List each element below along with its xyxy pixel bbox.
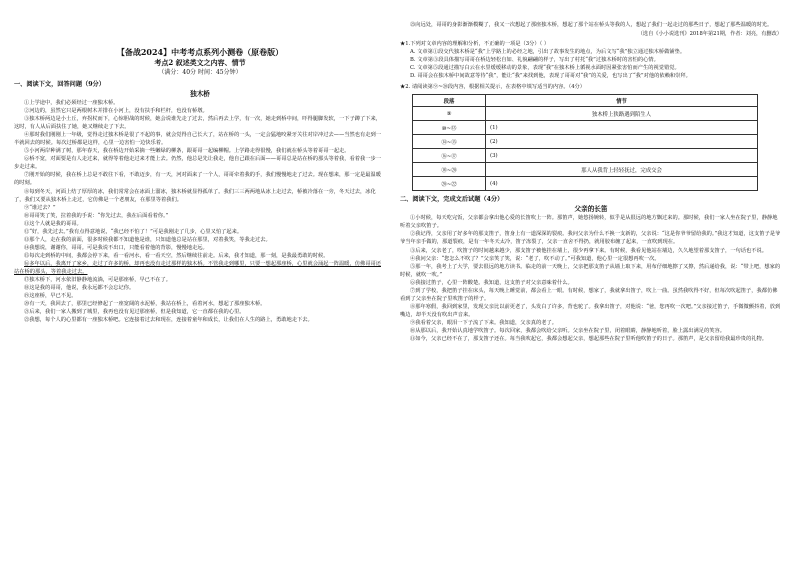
table-cell-paragraph: ⑳~㉒ [413, 177, 486, 191]
answer-blank-4[interactable]: (4) [486, 177, 758, 191]
passage1-dialogue: ⑪这个人就是我的哥哥。 [24, 220, 82, 227]
table-cell-paragraph: ⑨ [413, 107, 486, 121]
passage1-paragraph: ⑰独木桥下，河水依旧静静地流淌，可是那座桥，早已不在了。 [24, 277, 171, 284]
table-row [413, 107, 758, 121]
table-row [413, 177, 758, 191]
exam-subtitle: 考点2 叙述类文之内容、情节 [154, 58, 246, 67]
right-column [400, 0, 782, 561]
exam-title: 【备战2024】中考考点系列小测卷（原卷版） [116, 47, 284, 57]
table-cell-paragraph: ⑱~⑳ [413, 163, 486, 177]
passage2-paragraph: ⑦到了学校，我把笛子挂在床头，每天晚上睡觉前，都会看上一眼。有时候，想家了，我就拿出笛子，吹上一曲。虽然我吹得不好，但每次吹起笛子，我都仿佛看到了父亲坐在院子里吹笛子的样子。 [400, 287, 778, 302]
passage1-paragraph: ⑤小河两岸种满了树，那年春天，我在桥边开始采摘一些嫩绿的柳条，跟哥哥一起编柳帽。上学路走得很慢，我们就在桥头等着哥哥一起走。 [24, 148, 350, 155]
passage1-dialogue: ⑩哥哥笑了笑，拉着我的手说：“你先过去，我在后面看着你。” [24, 212, 169, 219]
section2-heading: 二、阅读下文，完成文后试题（4分） [400, 196, 504, 204]
section1-heading: 一、阅读下文，回答问题（9分） [14, 81, 105, 88]
table-cell-plot: 独木桥上狭路遇到陌生人 [486, 107, 758, 121]
passage2-paragraph: ⑧那年寒假，我回到家里，发现父亲比以前更老了，头发白了许多，背也驼了。我拿出笛子，对他说：“爸，您再吹一次吧。”父亲接过笛子，手微微颤抖着，放到嘴边，却半天没有吹出声音来。 [400, 303, 781, 318]
passage1-paragraph: ⑥桥不宽，对面要是有人走过来，就得等着他走过来才能上去。仍然，他总是先让我走，他自己跟在后面——哥哥总是站在桥的那头等着我，看着我一步一步走过来。 [14, 156, 381, 171]
passage1-dialogue: ⑭我想说，谢谢你，哥哥。可是我说不出口，只能看着他的背影，慢慢地走远。 [24, 244, 208, 251]
question-1: ★1.下列对文章内容的理解和分析，不正确的一项是（3分）（ ） [400, 41, 550, 48]
passage2-paragraph: ⑤那一年，我考上了大学，要去很远的地方读书。临走的前一天晚上，父亲把那支笛子从墙上取下来，用布仔细地擦了又擦，然后递给我，说：“带上吧，想家的时候，就吹一吹。” [400, 263, 781, 278]
answer-blank-1[interactable]: (1) [486, 121, 758, 135]
passage1-paragraph: ③独木桥两边是小土丘，弃拐杖而下，心惊胆战的时候，她会说谁先走了过去，然后再去上学，有一次，她走到桥中间，吓得腿脚发软，一下子蹲了下来，这时，有人从后面扶住了她，她又继续走了下去。 [14, 116, 381, 131]
passage2-paragraph: ①小时候，每天吃完饭，父亲都会拿出他心爱的长笛吹上一阵。那笛声，她悠扬婉转，似乎是从很远的地方飘过来的。那时候，我们一家人坐在院子里，静静地听着父亲吹笛子。 [400, 215, 778, 230]
passage1-dialogue: ⑬那个人，走在我的前面，很多时候我都不知道他是谁，只知道他总是站在那里，对着我笑，等我走过去。 [24, 236, 271, 243]
passage1-paragraph: ㉒我想，每个人的心里都有一座独木桥吧。它连接着过去和现在，连接着童年和成长，让我们在人生的路上，勇敢地走下去。 [24, 317, 313, 324]
table-cell-paragraph: ⑯~⑰ [413, 149, 486, 163]
table-row [413, 163, 758, 177]
question-2: ★2. 请阅读第⑨~⑳段内容，根据相关提示，在表格中填写适当的内容。（4分） [400, 84, 586, 91]
passage1-source: （选自《小小说选刊》2018年第21期，作者：刘亮，有删改） [637, 31, 782, 38]
question-1-option-a: A. 文章第①段交代独木桥是“我”上学路上的必经之地，引出了故事发生的地点，为后文写“我”独立通过独木桥做铺垫。 [410, 49, 686, 56]
passage2-title: 父亲的长笛 [574, 205, 608, 214]
passage2-paragraph: ⑩从那以后，我开始认真地学吹笛子。每次回家，我都会吹给父亲听。父亲坐在院子里，闭着眼睛，静静地听着，脸上露出满足的笑容。 [410, 327, 725, 334]
table-row [413, 135, 758, 149]
passage1-dialogue: ⑫“好，我先过去。”我有点得意地说，“我已经不怕了！”可是我刚走了几步，心里又怕了起来。 [24, 228, 243, 235]
question-1-option-d: D. 哥哥会在独木桥中间故意等待“我”，能让“我”来找到他，表现了哥哥对“我”的关爱，也写出了“我”对他的依赖和崇拜。 [410, 73, 691, 80]
question-1-option-c: C. 文章第⑤段通过描写白云在水里缓缓移动的景象，表现“我”在独木桥上循视水面时因紧张害怕而产生的视觉错觉。 [410, 65, 680, 72]
exam-meta: （满分：40分 时间：45分钟） [158, 69, 242, 76]
passage2-paragraph: ⑥我接过笛子，心里一阵酸楚。我知道，这支笛子对父亲意味着什么。 [410, 279, 573, 286]
passage2-paragraph: ⑨我看着父亲，眼泪一下子流了下来。我知道，父亲真的老了。 [410, 319, 557, 326]
passage1-dialogue: ⑨“谁过去？” [24, 204, 56, 211]
table-cell-paragraph: ⑭~⑮ [413, 135, 486, 149]
passage1-paragraph: ⑱这是我的哥哥，他说，我永远都不会忘记你。 [24, 285, 135, 292]
answer-blank-3[interactable]: (3) [486, 149, 758, 163]
passage1-continued: ㉓向远处，哥哥的身影渐渐模糊了，我又一次想起了那座独木桥，想起了那个站在桥头等我的人，想起了我们一起走过的那些日子，想起了那些温暖的时光。 [410, 22, 773, 28]
passage1-underlined-sentence: ⑯多年以后，我离开了家乡，走过了许多的桥，却再也没有走过那样的独木桥。不管我走到哪里，只要一想起那座桥，心里就会涌起一阵温暖，仿佛哥哥还站在桥的那头，等着我走过去。 [14, 260, 381, 275]
passage1-title: 独木桥 [190, 90, 210, 98]
plot-table [412, 94, 758, 191]
passage1-paragraph: ⑧每到冬天，河面上结了厚厚的冰，我们常常会在冰面上溜冰，独木桥就显得孤单了。我们三三两两地从冰上走过去，桥被冷落在一旁，冬天过去，冰化了，我们又要从独木桥上走过，它仿佛是一个老朋友，在那里等着我们。 [14, 188, 376, 203]
table-row [413, 149, 758, 163]
passage2-paragraph: ⑪如今，父亲已经不在了，那支笛子还在。每当我吹起它，我都会想起父亲，想起那些在院子里听他吹笛子的日子。那笛声，是父亲留给我最珍贵的礼物。 [410, 336, 767, 343]
passage2-paragraph: ②我记得，父亲用了好多年的那支笛子，笛身上有一道深深的裂痕。我问父亲为什么不换一支新的，父亲说：“这是你爷爷留给我的。”我这才知道，这支笛子是爷爷当年亲手做的，那道裂痕，是有一年冬天太冷，笛子冻裂了，父亲一直舍不得扔，就用胶布缠了起来，一直吹到现在。 [400, 231, 781, 246]
plot-table-header [413, 95, 758, 107]
table-row [413, 121, 758, 135]
passage1-paragraph: ④那时我们刚刚上一年级，觉得走过独木桥是很了不起的事，就会觉得自己长大了，站在桥的一头，一定会猛地咬紧牙关往对岸冲过去——当然也有走到一半就回去的时候。每次过桥都是这样，心里一边害怕一边快乐着。 [14, 132, 381, 147]
table-cell-plot: 那人从我背上轻轻抚过，完成交会 [486, 163, 758, 177]
question-1-option-b: B. 文章第③段具体描写哥哥在桥边轻松自如、礼貌翩翩的样子，写出了村托“我”过独木桥时的害怕的心情。 [410, 57, 659, 64]
passage1-dialogue: ⑮每次走到桥的中间，我都会停下来，看一看河水，看一看天空，然后继续往前走。后来，我才知道，那一刻，是我最勇敢的时候。 [24, 252, 329, 259]
passage1-paragraph: ①上学途中，我们必须经过一座独木桥。 [24, 100, 119, 106]
passage1-paragraph: ⑳有一天，我回去了，那里已经修起了一座宽阔的水泥桥，我站在桥上，看着河水，想起了那座独木桥。 [24, 301, 266, 308]
table-cell-paragraph: ⑩~⑬ [413, 121, 486, 135]
passage1-paragraph: ⑲这座桥，早已不见。 [24, 293, 77, 300]
plot-table-header-cell: 情节 [486, 95, 758, 107]
passage1-paragraph: ㉑后来，我们一家人搬到了城里，我再也没有见过那座桥，但是我知道，它一直都在我的心里。 [24, 309, 245, 316]
passage1-paragraph: ②河边的，虽然它只是两根树木并排在小河上，没有扶手和栏杆，也没有桥墩。 [24, 108, 208, 115]
left-column [14, 0, 386, 561]
answer-blank-2[interactable]: (2) [486, 135, 758, 149]
plot-table-header-cell: 段落 [413, 95, 486, 107]
passage1-paragraph: ⑦刚开始的时候，我在桥上总是不敢往下看，不敢迈步，有一天，河对面来了一个人，哥哥牵着我的手，我们慢慢地走了过去。现在想来，那一定是最温暖的时刻。 [14, 172, 381, 187]
passage2-paragraph: ③后来，父亲老了，吹笛子的时间越来越少，那支笛子被他挂在墙上，很少再拿下来。有时候，我看见他站在墙边，久久地望着那支笛子，一句话也不说。 [410, 247, 767, 254]
passage2-paragraph: ④我问父亲：“您怎么不吹了？”父亲笑了笑，说：“老了，吹不动了。”可我知道，他心里一定很想再吹一次。 [410, 255, 660, 262]
